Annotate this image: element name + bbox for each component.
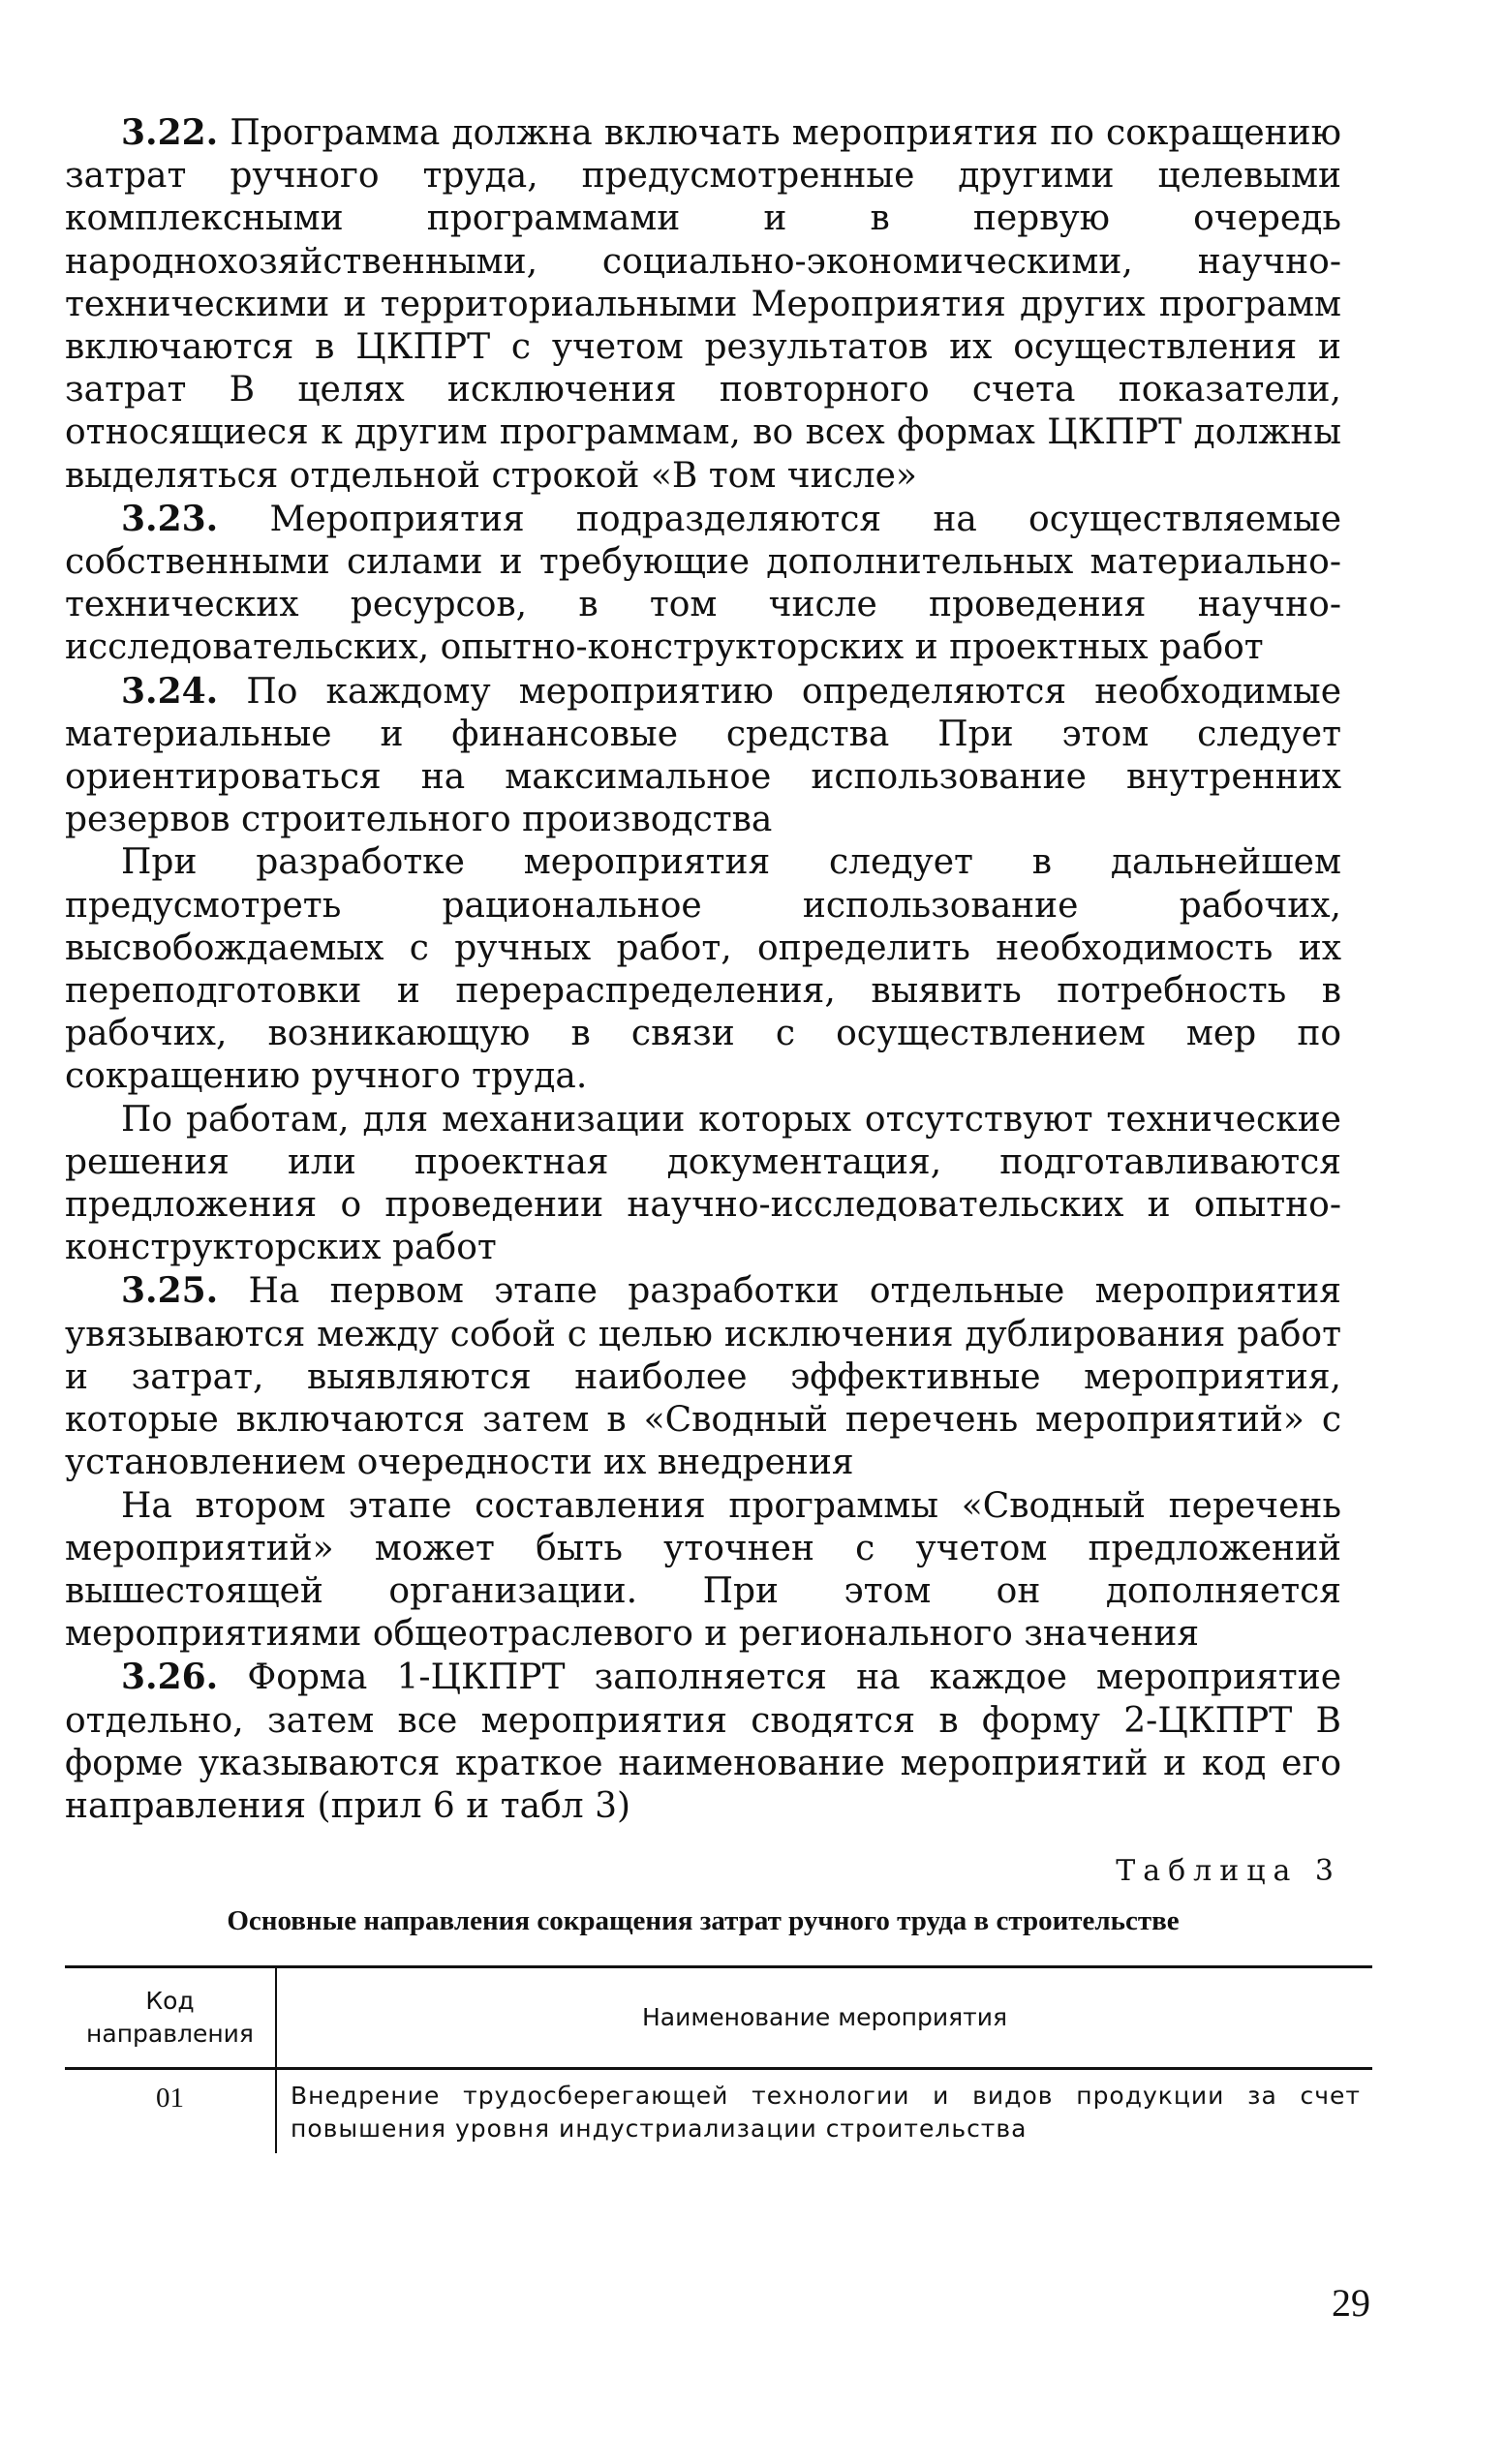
paragraph-text: Программа должна включать мероприятия по сокращению затрат ручного труда, предусмотренные другими целевыми комплексными программами и в первую очередь народнохозяйственными, социально-экономическими, научно-техническими и территориальными Мероприятия других программ включаются в ЦКПРТ с учетом результатов их осуществления и затрат В целях исключения повторного счета показатели, относящиеся к другим программам, во всех формах ЦКПРТ должны выделяться отдельной строкой «В том числе» [65, 113, 1341, 496]
table-header-row [65, 1967, 1372, 2069]
paragraph-number: 3.25. [121, 1270, 219, 1312]
paragraph-3-23 [65, 498, 1341, 670]
directions-table [65, 1965, 1372, 2153]
table-row [65, 2069, 1372, 2154]
paragraph-3-24-cont-1 [65, 841, 1341, 1098]
paragraph-number: 3.22. [121, 112, 219, 153]
paragraph-3-24-cont-2 [65, 1099, 1341, 1270]
paragraph-text: Форма 1-ЦКПРТ заполняется на каждое мероприятие отдельно, затем все мероприятия сводятся в форму 2-ЦКПРТ В форме указываются краткое наименование мероприятий и код его направления (прил 6 и табл 3) [65, 1658, 1341, 1826]
paragraph-number: 3.26. [121, 1657, 219, 1698]
paragraph-text: При разработке мероприятия следует в дальнейшем предусмотреть рациональное использование рабочих, высвобождаемых с ручных работ, определить необходимость их переподготовки и перераспределения, выявить потребность в рабочих, возникающую в связи с осуществлением мер по сокращению ручного труда. [65, 842, 1341, 1097]
paragraph-text: По каждому мероприятию определяются необходимые материальные и финансовые средства При этом следует ориентироваться на максимальное использование внутренних резервов строительного производства [65, 671, 1341, 840]
paragraph-3-24 [65, 670, 1341, 842]
paragraph-text: По работам, для механизации которых отсутствуют технические решения или проектная документация, подготавливаются предложения о проведении научно-исследовательских и опытно-конструкторских работ [65, 1099, 1341, 1268]
paragraph-number: 3.23. [121, 498, 219, 539]
paragraph-text: На первом этапе разработки отдельные мероприятия увязываются между собой с целью исключения дублирования работ и затрат, выявляются наиболее эффективные мероприятия, которые включаются затем в «Сводный перечень мероприятий» с установлением очередности их внедрения [65, 1271, 1341, 1483]
paragraph-3-22 [65, 111, 1341, 498]
paragraph-text: Мероприятия подразделяются на осуществляемые собственными силами и требующие дополнительных материально-технических ресурсов, в том числе проведения научно-исследовательских, опытно-конструкторских и проектных работ [65, 499, 1341, 668]
paragraph-3-25-cont [65, 1485, 1341, 1657]
paragraph-number: 3.24. [121, 670, 219, 712]
paragraph-3-26 [65, 1656, 1341, 1828]
paragraph-text: На втором этапе составления программы «Сводный перечень мероприятий» может быть уточнен с учетом предложений вышестоящей организации. При этом он дополняется мероприятиями общеотраслевого и регионального значения [65, 1485, 1341, 1655]
body-text [65, 111, 1341, 1828]
row-code: 01 [65, 2069, 276, 2154]
page-number: 29 [1332, 2281, 1370, 2325]
table-label: Таблица 3 [1116, 1854, 1341, 1888]
header-code: Код направления [65, 1967, 276, 2069]
table-title: Основные направления сокращения затрат ручного труда в строительстве [227, 1905, 1180, 1936]
paragraph-3-25 [65, 1269, 1341, 1484]
row-name: Внедрение трудосберегающей технологии и видов продукции за счет повышения уровня индустриализации строительства [291, 2082, 1361, 2143]
header-name: Наименование мероприятия [642, 2003, 1007, 2031]
